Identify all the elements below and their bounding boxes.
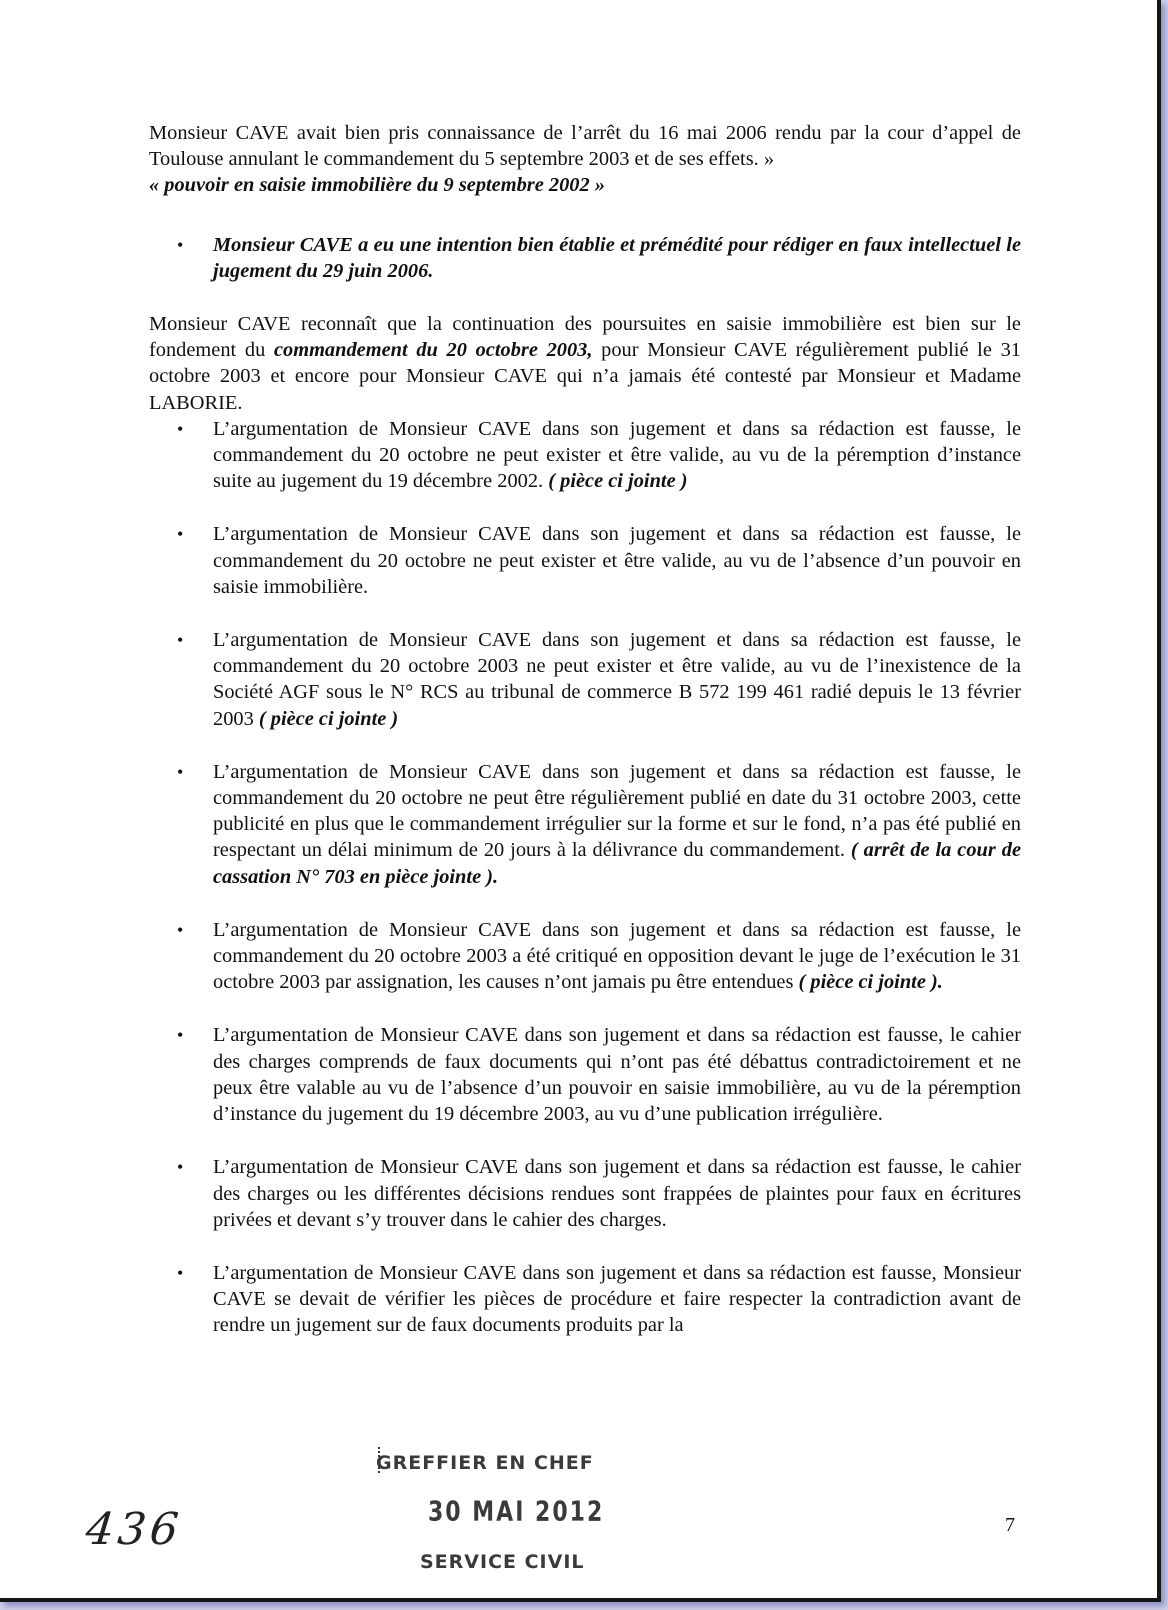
- bullet-icon: •: [177, 1157, 184, 1178]
- bullet-icon: •: [177, 234, 184, 255]
- list-item-emphasis: ( pièce ci jointe ).: [798, 971, 943, 994]
- second-paragraph-emphasis: commandement du 20 octobre 2003,: [273, 339, 593, 362]
- list-item: [149, 1022, 1021, 1127]
- intro-emphasis: « pouvoir en saisie immobilière du 9 septembre 2002 »: [149, 174, 605, 197]
- list-item: [149, 1154, 1021, 1233]
- list-item-text: L’argumentation de Monsieur CAVE dans son jugement et dans sa rédaction est fausse, le cahier des charges ou les différentes décisions rendues sont frappées de plaintes pour faux en écritures privées et devant s’y trouver dans le cahier des charges.: [213, 1156, 1021, 1231]
- list-item-text: L’argumentation de Monsieur CAVE dans son jugement et dans sa rédaction est fausse, Monsieur CAVE se devait de vérifier les pièces de procédure et faire respecter la contradiction avant de rendre un jugement sur de faux documents produits par la: [213, 1261, 1021, 1337]
- stamp-greffier: GREFFIER EN CHEF: [376, 1452, 594, 1474]
- list-item: [149, 416, 1021, 495]
- heading-bullet: [149, 232, 1021, 284]
- list-item-text: L’argumentation de Monsieur CAVE dans son jugement et dans sa rédaction est fausse, le commandement du 20 octobre ne peut exister et être valide, au vu de la péremption d’instance suite au jugement du 19 décembre 2002.: [213, 417, 1021, 493]
- handwritten-note: 436: [83, 1504, 185, 1555]
- bullet-icon: •: [177, 919, 184, 940]
- list-item: [149, 521, 1021, 600]
- second-paragraph-part2: pour Monsieur CAVE régulièrement publié le 31 octobre 2003 et encore pour Monsieur CAVE qui n’a jamais été contesté par Monsieur et Madame LABORIE.: [149, 339, 1021, 414]
- list-item-text: L’argumentation de Monsieur CAVE dans son jugement et dans sa rédaction est fausse, le commandement du 20 octobre 2003 ne peut exister et être valide, au vu de l’inexistence de la Société AGF sous le N° RCS au tribunal de commerce B 572 199 461 radié depuis le 13 février 2003: [213, 629, 1021, 730]
- list-item: [149, 759, 1021, 890]
- list-item-text: L’argumentation de Monsieur CAVE dans son jugement et dans sa rédaction est fausse, le cahier des charges comprends de faux documents qui n’ont pas été débattus contradictoirement et ne peux être valable au vu de l’absence d’un pouvoir en saisie immobilière, au vu de la péremption d’instance du jugement du 19 décembre 2003, au vu d’une publication irrégulière.: [213, 1024, 1021, 1126]
- list-item-text: L’argumentation de Monsieur CAVE dans son jugement et dans sa rédaction est fausse, le commandement du 20 octobre 2003 a été critiqué en opposition devant le juge de l’exécution le 31 octobre 2003 par assignation, les causes n’ont jamais pu être entendues: [213, 918, 1021, 994]
- heading-bullet-text: Monsieur CAVE a eu une intention bien établie et prémédité pour rédiger en faux intellectuel le jugement du 29 juin 2006.: [213, 233, 1021, 282]
- argument-list: [149, 416, 1021, 1339]
- bullet-icon: •: [177, 418, 184, 439]
- list-item: [149, 917, 1021, 996]
- list-item-emphasis: ( arrêt de la cour de cassation N° 703 en pièce jointe ).: [213, 839, 1022, 888]
- bullet-icon: •: [177, 524, 184, 545]
- intro-text: Monsieur CAVE avait bien pris connaissance de l’arrêt du 16 mai 2006 rendu par la cour d’appel de Toulouse annulant le commandement du 5 septembre 2003 et de ses effets. »: [149, 122, 1021, 171]
- bullet-icon: •: [177, 1025, 184, 1046]
- list-item-emphasis: ( pièce ci jointe ): [258, 707, 399, 730]
- heading-bullet-list: [149, 232, 1021, 284]
- bullet-icon: •: [177, 1262, 184, 1283]
- stamp-service: SERVICE CIVIL: [420, 1551, 585, 1573]
- stamp-date: 30 MAI 2012: [428, 1496, 605, 1529]
- list-item-text: L’argumentation de Monsieur CAVE dans son jugement et dans sa rédaction est fausse, le commandement du 20 octobre ne peut être régulièrement publié en date du 31 octobre 2003, cette publicité en plus que le commandement irrégulier sur la forme et sur le fond, n’a pas été publié en respectant un délai minimum de 20 jours à la délivrance du commandement.: [213, 760, 1021, 862]
- list-item: [149, 1260, 1021, 1339]
- list-item-emphasis: ( pièce ci jointe ): [548, 470, 688, 493]
- intro-paragraph: [149, 120, 1021, 199]
- document-body: [149, 120, 1021, 1339]
- bullet-icon: •: [177, 761, 184, 782]
- second-paragraph-part1: Monsieur CAVE reconnaît que la continuation des poursuites en saisie immobilière est bien sur le fondement du: [149, 313, 1021, 362]
- list-item: [149, 627, 1021, 732]
- list-item-text: L’argumentation de Monsieur CAVE dans son jugement et dans sa rédaction est fausse, le commandement du 20 octobre ne peut exister et être valide, au vu de l’absence d’un pouvoir en saisie immobilière.: [213, 523, 1021, 598]
- page-number: 7: [1005, 1514, 1015, 1536]
- second-paragraph: [149, 311, 1021, 416]
- bullet-icon: •: [177, 630, 184, 651]
